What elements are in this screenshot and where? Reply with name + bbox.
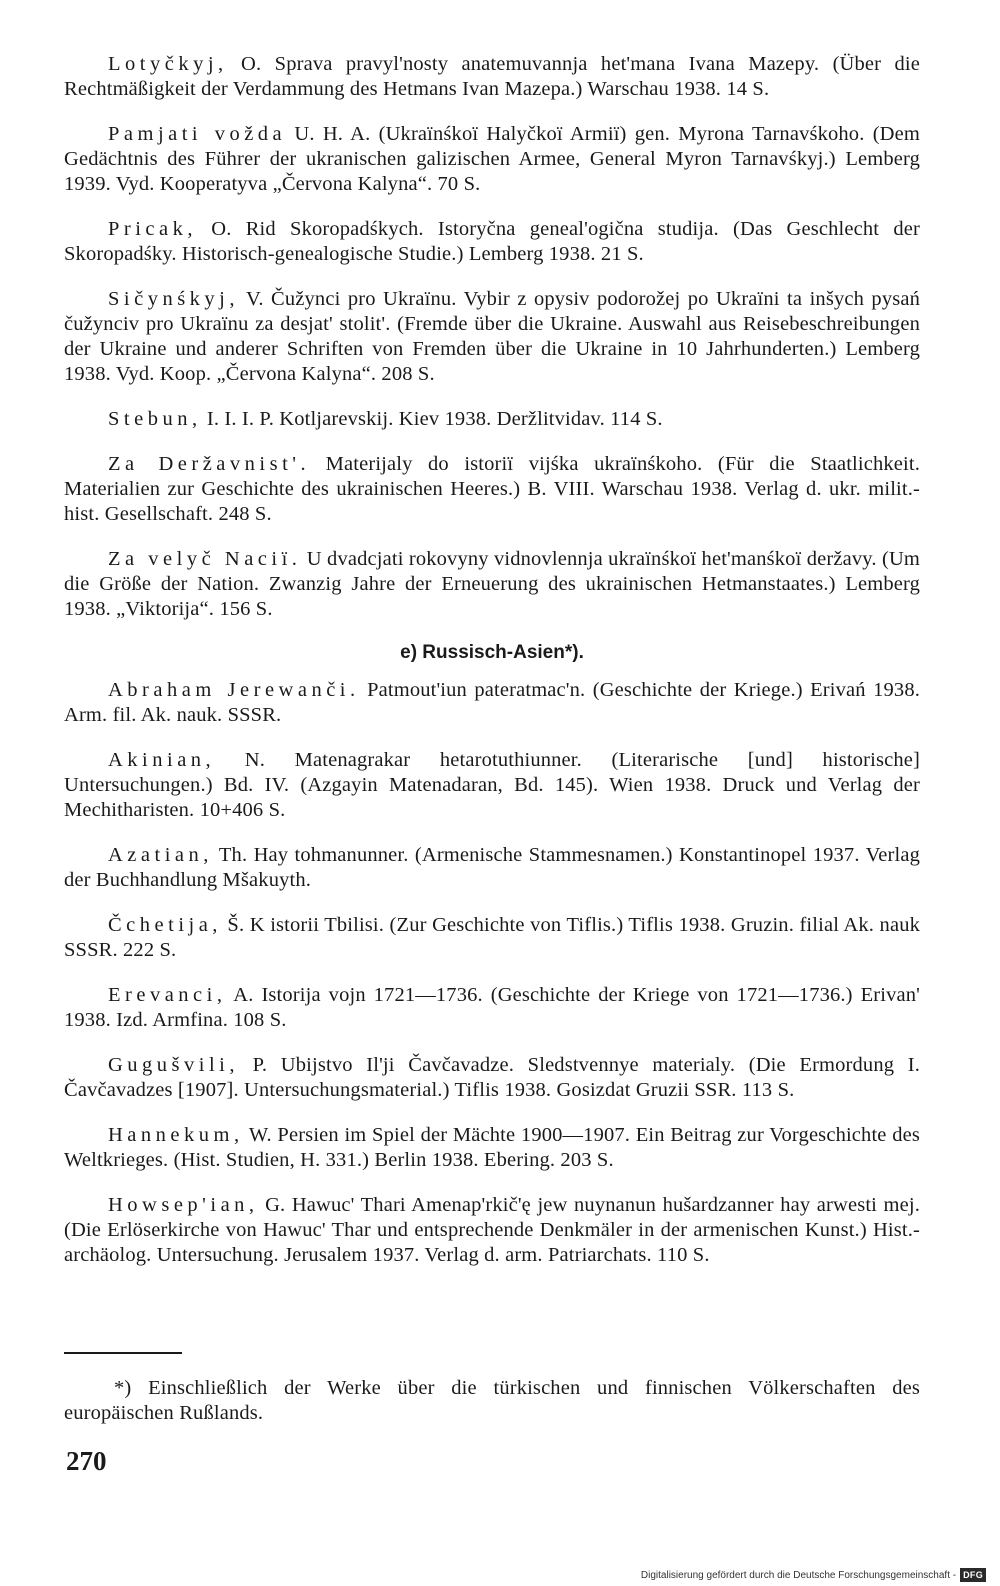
entry-text: Th. Hay tohmanunner. (Armenische Stammesnamen.) Konstantinopel 1937. Verlag der Buchhandlung Mšakuyth. [64, 844, 920, 891]
entry-text: U dvadcjati rokovyny vidnovlennja ukraïnśkoï het'manśkoï deržavy. (Um die Größe der Nation. Zwanzig Jahre der Erneuerung des ukrainischen Hetmanstaates.) Lemberg 1938. „Viktorija“. 156 S. [64, 548, 920, 620]
dfg-logo-icon: DFG [960, 1568, 986, 1582]
entry-author: Howsep'ian, [108, 1194, 259, 1216]
entry-author: Hannekum, [108, 1124, 244, 1146]
entry-text: Š. K istorii Tbilisi. (Zur Geschichte von Tiflis.) Tiflis 1938. Gruzin. filial Ak. nauk SSSR. 222 S. [64, 914, 920, 961]
page-number: 270 [66, 1446, 107, 1476]
entry-author: Gugušvili, [108, 1054, 239, 1076]
bibliography-entry [64, 1193, 920, 1268]
bibliography-entry [64, 547, 920, 622]
bibliography-entry [64, 913, 920, 963]
entry-author: Akinian, [108, 749, 216, 771]
entry-text: O. Sprava pravyl'nosty anatemuvannja het'mana Ivana Mazepy. (Über die Rechtmäßigkeit der Verdammung des Hetmans Ivan Mazepa.) Warschau 1938. 14 S. [64, 53, 920, 100]
entry-author: Pricak, [108, 218, 197, 240]
bibliography-entry [64, 217, 920, 267]
entry-text: O. Rid Skoropadśkych. Istoryčna geneal'ogična studija. (Das Geschlecht der Skoropadśky. Historisch-genealogische Studie.) Lemberg 1938. 21 S. [64, 218, 920, 265]
entry-author: Sičynśkyj, [108, 288, 239, 310]
entry-text: N. Matenagrakar hetarotuthiunner. (Literarische [und] historische] Untersuchungen.) Bd. IV. (Azgayin Matenadaran, Bd. 145). Wien 1938. Druck und Verlag der Mechitharisten. 10+406 S. [64, 749, 920, 821]
entry-text: V. Čužynci pro Ukraïnu. Vybir z opysiv podorožej po Ukraïni ta inšych pysań čužynciv pro Ukraïnu za desjat' stolit'. (Fremde über die Ukraine. Auswahl aus Reisebeschreibungen der Ukraine und anderer Schriften von Fremden über die Ukraine in 10 Jahrhunderten.) Lemberg 1938. Vyd. Koop. „Červona Kalyna“. 208 S. [64, 288, 920, 385]
bibliography-entry [64, 748, 920, 823]
entry-author: Pamjati vožda [108, 123, 287, 145]
bibliography-entry [64, 52, 920, 102]
entry-text: Patmout'iun pateratmac'n. (Geschichte der Kriege.) Erivań 1938. Arm. fil. Ak. nauk. SSSR. [64, 679, 920, 726]
entry-text: I. I. I. P. Kotljarevskij. Kiev 1938. Deržlitvidav. 114 S. [201, 408, 663, 430]
bibliography-entry [64, 843, 920, 893]
footnote: *) Einschließlich der Werke über die türkischen und finnischen Völkerschaften des europäischen Rußlands. [64, 1377, 920, 1424]
entry-text: U. H. A. (Ukraïnśkoï Halyčkoï Armiï) gen. Myrona Tarnavśkoho. (Dem Gedächtnis des Führer der ukranischen galizischen Armee, General Myron Tarnavśkyj.) Lemberg 1939. Vyd. Kooperatyva „Červona Kalyna“. 70 S. [64, 123, 920, 195]
digitization-note: Digitalisierung gefördert durch die Deutsche Forschungsgemeinschaft - [640, 1569, 957, 1581]
entry-author: Abraham Jerewanči. [108, 679, 360, 701]
bibliography-entry [64, 678, 920, 728]
entry-text: G. Hawuc' Thari Amenap'rkič'ę jew nuynanun hušardzanner hay arwesti mej. (Die Erlöserkirche von Hawuc' Thar und entsprechende Denkmäler in der armenischen Kunst.) Hist.-archäolog. Untersuchung. Jerusalem 1937. Verlag d. arm. Patriarchats. 110 S. [64, 1194, 920, 1266]
entry-text: Materijaly do istoriï vijśka ukraïnśkoho. (Für die Staatlichkeit. Materialien zur Geschichte des ukrainischen Heeres.) B. VIII. Warschau 1938. Verlag d. ukr. milit.-hist. Gesellschaft. 248 S. [64, 453, 920, 525]
bibliography-entry [64, 1053, 920, 1103]
bibliography-entry [64, 1123, 920, 1173]
entry-author: Čchetija, [108, 914, 222, 936]
entry-author: Lotyčkyj, [108, 53, 228, 75]
bibliography-entry [64, 452, 920, 527]
bibliography-entry [64, 122, 920, 197]
entry-text: P. Ubijstvo Il'ji Čavčavadze. Sledstvennye materialy. (Die Ermordung I. Čavčavadzes [1907]. Untersuchungsmaterial.) Tiflis 1938. Gosizdat Gruzii SSR. 113 S. [64, 1054, 920, 1101]
bibliography-page [64, 52, 920, 1288]
section-heading: e) Russisch-Asien*). [400, 642, 584, 663]
entry-author: Za velyč Naciï. [108, 548, 302, 570]
entry-author: Stebun, [108, 408, 202, 430]
entry-author: Azatian, [108, 844, 213, 866]
footnote-divider [64, 1352, 182, 1354]
digitization-credit [641, 1566, 986, 1584]
entry-text: A. Istorija vojn 1721—1736. (Geschichte der Kriege von 1721—1736.) Erivan' 1938. Izd. Armfina. 108 S. [64, 984, 920, 1031]
entry-author: Za Deržavnist'. [108, 453, 311, 475]
entry-text: W. Persien im Spiel der Mächte 1900—1907. Ein Beitrag zur Vorgeschichte des Weltkrieges. (Hist. Studien, H. 331.) Berlin 1938. Ebering. 203 S. [64, 1124, 920, 1171]
bibliography-entry [64, 983, 920, 1033]
bibliography-entry [64, 287, 920, 387]
entry-author: Erevanci, [108, 984, 227, 1006]
bibliography-entry [64, 407, 920, 432]
